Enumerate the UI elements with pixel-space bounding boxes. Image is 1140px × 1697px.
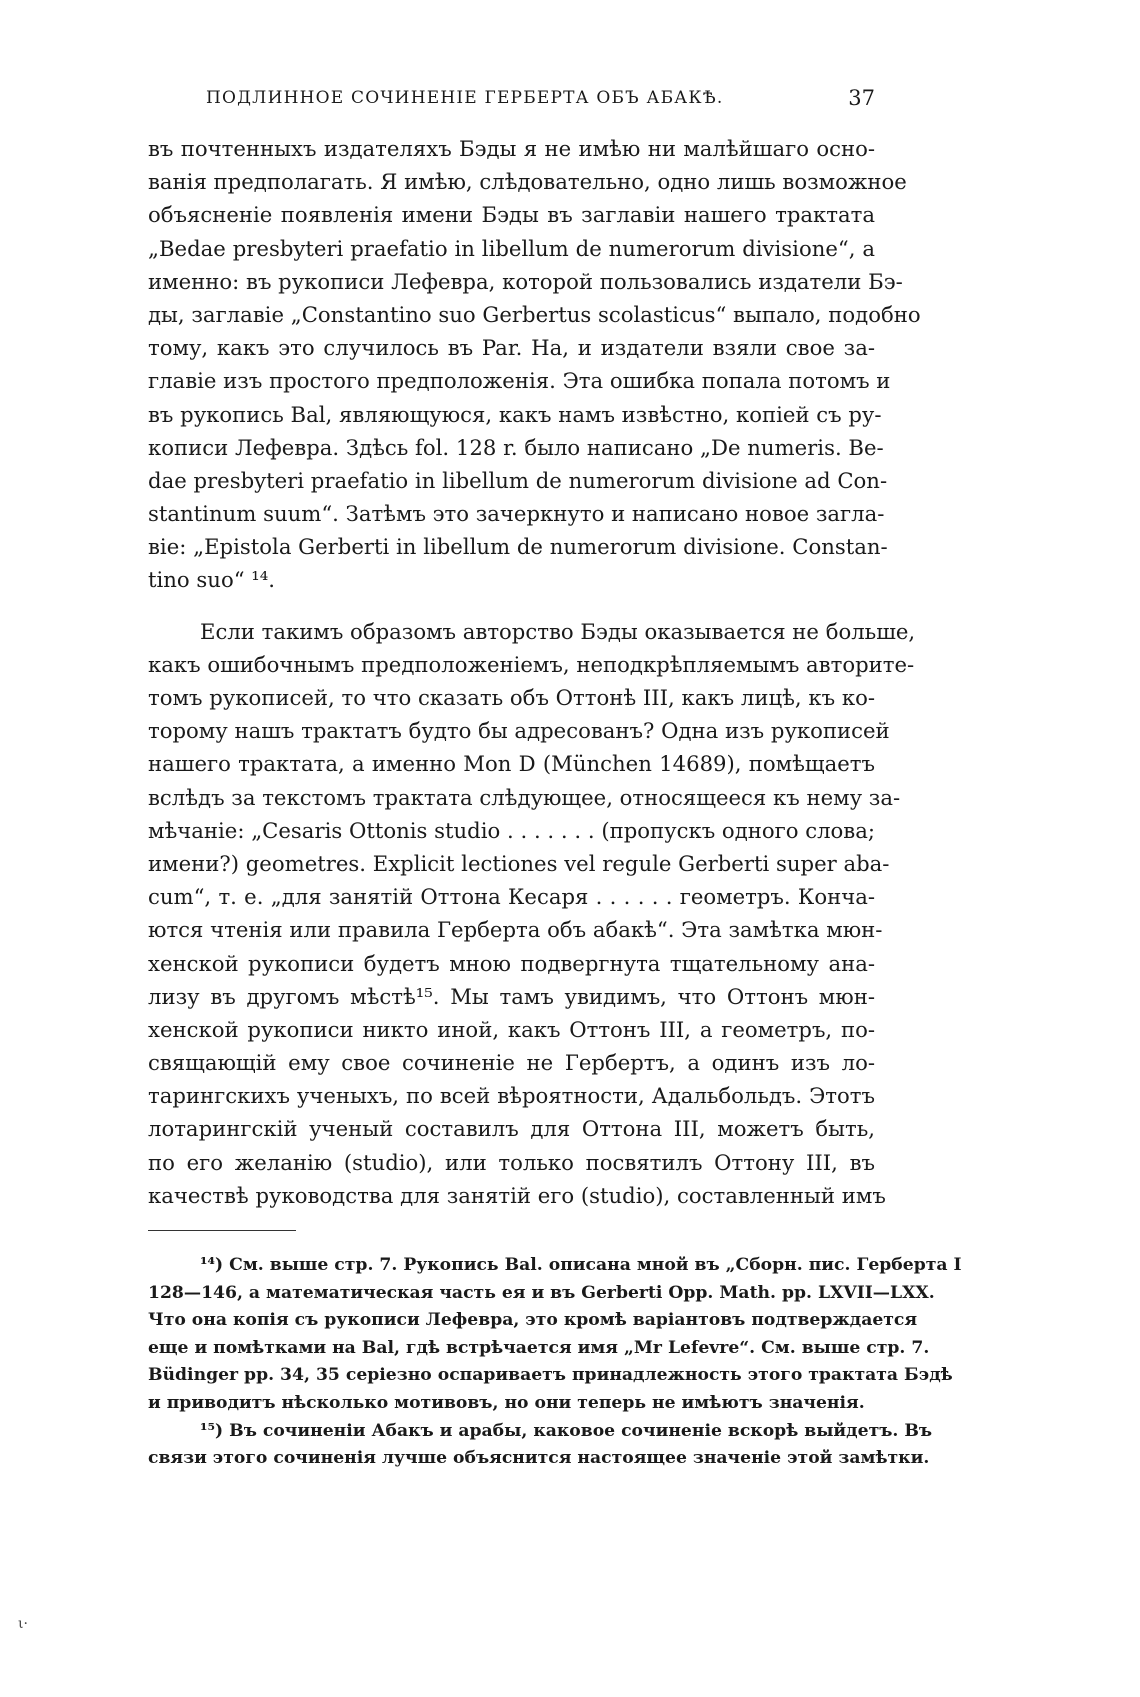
- text-line: въ рукопись Bal, являющуюся, какъ намъ извѣстно, копіей съ ру-: [148, 401, 882, 427]
- footnote-line: 128—146, а математическая часть ея и въ Gerberti Opp. Math. pp. LXVII—LXX.: [148, 1282, 935, 1303]
- footnotes: [148, 1252, 962, 1473]
- text-line: тому, какъ это случилось въ Par. На, и издатели взяли свое за-: [148, 335, 875, 361]
- footnote-line: еще и помѣтками на Bal, гдѣ встрѣчается имя „Mr Lefevre“. См. выше стр. 7.: [148, 1337, 930, 1358]
- text-line: віе: „Epistola Gerberti in libellum de numerorum divisione. Constan-: [148, 534, 888, 560]
- text-line: имени?) geometres. Explicit lectiones vel regule Gerberti super aba-: [148, 850, 890, 876]
- text-line: тарингскихъ ученыхъ, по всей вѣроятности, Адальбольдъ. Этотъ: [148, 1083, 875, 1109]
- text-line: ются чтенія или правила Герберта объ абакѣ“. Эта замѣтка мюн-: [148, 917, 883, 943]
- text-line: кописи Лефевра. Здѣсь fol. 128 r. было написано „De numeris. Be-: [148, 434, 884, 460]
- text-line: объясненіе появленія имени Бэды въ заглавіи нашего трактата: [148, 202, 875, 228]
- text-line: stantinum suum“. Затѣмъ это зачеркнуто и написано новое загла-: [148, 501, 885, 527]
- footnote-14: [148, 1252, 962, 1418]
- text-line: по его желанію (studio), или только посвятилъ Оттону III, въ: [148, 1149, 875, 1175]
- footnote-15: [148, 1418, 933, 1473]
- text-line: главіе изъ простого предположенія. Эта ошибка попала потомъ и: [148, 368, 891, 394]
- text-line: ванія предполагать. Я имѣю, слѣдовательно, одно лишь возможное: [148, 169, 907, 195]
- main-text: [148, 132, 921, 1212]
- text-line: свящающій ему свое сочиненіе не Гербертъ, а одинъ изъ ло-: [148, 1050, 875, 1076]
- text-line: какъ ошибочнымъ предположеніемъ, неподкрѣпляемымъ авторите-: [148, 651, 915, 677]
- footnote-line: связи этого сочиненія лучше объяснится настоящее значеніе этой замѣтки.: [148, 1448, 930, 1469]
- text-line: мѣчаніе: „Cesaris Ottonis studio . . . . . . . (пропускъ одного слова;: [148, 817, 875, 843]
- text-line: cum“, т. е. „для занятій Оттона Кесаря . . . . . . геометръ. Конча-: [148, 884, 875, 910]
- footnote-line: ¹⁵) Въ сочиненіи Абакъ и арабы, каковое сочиненіе вскорѣ выйдетъ. Въ: [200, 1420, 933, 1441]
- text-line: хенской рукописи никто иной, какъ Оттонъ III, а геометръ, по-: [148, 1016, 875, 1042]
- footnote-line: ¹⁴) См. выше стр. 7. Рукопись Bal. описана мной въ „Сборн. пис. Герберта I: [200, 1255, 962, 1275]
- text-line: качествѣ руководства для занятій его (studio), составленный имъ: [148, 1182, 886, 1208]
- text-line: „Bedae presbyteri praefatio in libellum de numerorum divisione“, а: [148, 235, 875, 261]
- running-title: ПОДЛИННОЕ СОЧИНЕНІЕ ГЕРБЕРТА ОБЪ АБАКѢ.: [206, 88, 724, 108]
- text-line: вслѣдъ за текстомъ трактата слѣдующее, относящееся къ нему за-: [148, 784, 901, 810]
- text-line: торому нашъ трактатъ будто бы адресованъ? Одна изъ рукописей: [148, 718, 890, 744]
- text-line: dae presbyteri praefatio in libellum de numerorum divisione ad Con-: [148, 467, 888, 493]
- paragraph-gap: [148, 597, 875, 615]
- footnote-divider: [148, 1230, 296, 1231]
- text-line: tino suo“ ¹⁴.: [148, 567, 275, 593]
- text-line: нашего трактата, а именно Mon D (München 14689), помѣщаетъ: [148, 751, 875, 777]
- text-line: въ почтенныхъ издателяхъ Бэды я не имѣю ни малѣйшаго осно-: [148, 136, 875, 161]
- page-number: 37: [848, 86, 875, 110]
- paragraph-1: [148, 132, 921, 597]
- text-line: ды, заглавіе „Constantino suo Gerbertus scolasticus“ выпало, подобно: [148, 301, 921, 327]
- footnote-line: Что она копія съ рукописи Лефевра, это кромѣ варіантовъ подтверждается: [148, 1310, 918, 1331]
- margin-mark: ι·: [18, 1616, 28, 1632]
- text-line: хенской рукописи будетъ мною подвергнута тщательному ана-: [148, 950, 875, 976]
- paragraph-2: [148, 615, 916, 1212]
- text-line: лотарингскій ученый составилъ для Оттона III, можетъ быть,: [148, 1116, 875, 1142]
- page-header: [148, 88, 875, 118]
- footnote-line: и приводитъ нѣсколько мотивовъ, но они теперь не имѣютъ значенія.: [148, 1392, 865, 1413]
- footnote-line: Büdinger pp. 34, 35 серіезно оспариваетъ принадлежность этого трактата Бэдѣ: [148, 1365, 953, 1386]
- text-line: томъ рукописей, то что сказать объ Оттонѣ III, какъ лицѣ, къ ко-: [148, 685, 875, 710]
- text-line: именно: въ рукописи Лефевра, которой пользовались издатели Бэ-: [148, 268, 903, 294]
- text-line: Если такимъ образомъ авторство Бэды оказывается не больше,: [200, 618, 916, 644]
- text-line: лизу въ другомъ мѣстѣ¹⁵. Мы тамъ увидимъ, что Оттонъ мюн-: [148, 983, 875, 1009]
